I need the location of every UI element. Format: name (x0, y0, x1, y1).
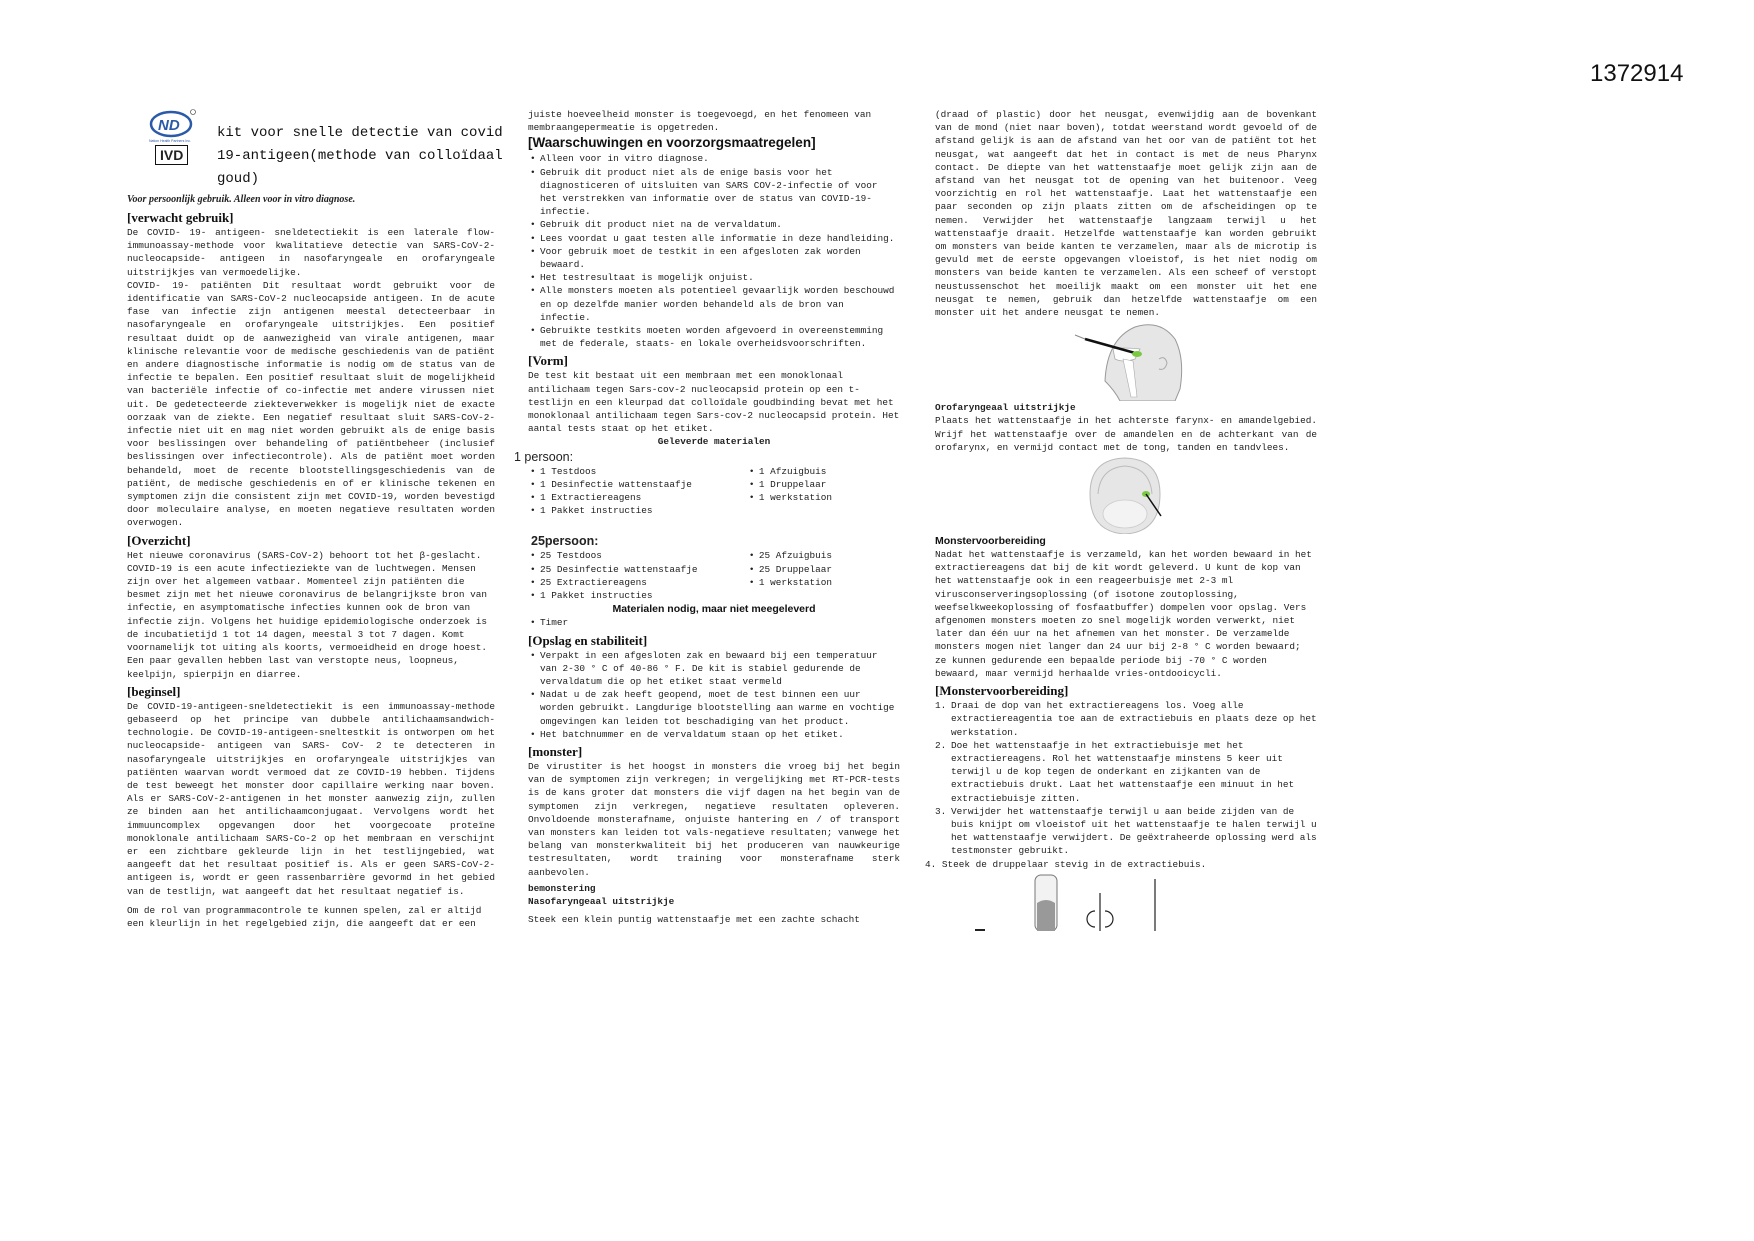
paragraph: Steek een klein puntig wattenstaafje met een zachte schacht (528, 914, 860, 926)
list-item: 3. Verwijder het wattenstaafje terwijl u aan beide zijden van de buis knijpt om vloeistof uit het wattenstaafje te halen terwijl u het wattenstaafje verwijdert. De geëxtraheerde oplossing werd als testmonster gebruikt. (935, 805, 1317, 857)
section-heading-opslag: [Opslag en stabiliteit] (528, 632, 648, 648)
paragraph: Het nieuwe coronavirus (SARS-CoV-2) behoort tot het β-geslacht. COVID-19 is een acute infectieziekte van de luchtwegen. Mensen zijn over het algemeen vatbaar. Momenteel zijn patiënten die besmet zijn met het nieuwe coronavirus de belangrijkste bron van infectie, en asymptomatische infecties kunnen ook de bron van infectie zijn. Volgens het huidige epidemiologische onderzoek is de incubatietijd 1 tot 14 dagen, meestal 3 tot 7 dagen. Komt voornamelijk tot uiting als koorts, vermoeidheid en droge hoest. Een paar gevallen hebben last van verstopte neus, loopneus, keelpijn, spierpijn en diarree. (127, 549, 488, 680)
list-item: • 25 Druppelaar (747, 563, 900, 576)
subheading-nasofaryngeaal: Nasofaryngeaal uitstrijkje (528, 895, 675, 907)
subheading-bemonstering: bemonstering (528, 882, 596, 894)
paragraph: De virustiter is het hoogst in monsters die vroeg bij het begin van de symptomen zijn verkregen; in vergelijking met RT-PCR-tests is de kans groter dat monsters die vijf dagen na het begin van de symptomen zijn verkregen, negatieve resultaten opleveren. Onvoldoende monsterafname, onjuiste hantering en / of transport van monsters kan leiden tot vals-negatieve resultaten; vanwege het belang van monsterkwaliteit bij het produceren van nauwkeurige testresultaten, wordt training voor monsterafname sterk aanbevolen. (528, 760, 900, 878)
list-item: • 1 Desinfectie wattenstaafje (528, 478, 747, 491)
logo-subtext: Nation Health Partners Inc. (149, 139, 192, 143)
step-4: 4. Steek de druppelaar stevig in de extractiebuis. (925, 858, 1207, 870)
list-item: • 1 werkstation (747, 491, 900, 504)
list-item: • Nadat u de zak heeft geopend, moet de test binnen een uur worden gebruikt. Langdurige blootstelling aan warme en vochtige omgevingen kan leiden tot beschadiging van het product. (528, 688, 900, 728)
subheading-monstervoorbereiding: Monstervoorbereiding (935, 535, 1046, 548)
subtitle: Voor persoonlijk gebruik. Alleen voor in vitro diagnose. (127, 194, 356, 205)
paragraph: De COVID-19-antigeen-sneldetectiekit is een immunoassay-methode gebaseerd op het principe van dubbele antilichaamsandwich-technologie. De COVID-19-antigeen-sneltestkit is ontworpen om het nucleocapside- antigeen van SARS- CoV- 2 te detecteren in nasofaryngeale uitstrijkjes en orofaryngeale uitstrijkjes van patiënten waarvan wordt vermoed dat ze COVID-19 hebben. Tijdens de test beweegt het monster door capillaire werking naar boven. Als er SARS-CoV-2-antigenen in het monster aanwezig zijn, zullen ze binden aan het antilichaamconjugaat. Vervolgens wordt het immuuncomplex opgevangen door het voorgecoate proteïne monoklonale antilichaam SARS-Co-2 op het membraan en verschijnt er een zichtbare gekleurde lijn in het testlijngebied, wat aangeeft dat het resultaat positief is. Als er geen SARS-CoV-2-antigeen is, wordt er geen rassenbarrière gevormd in het gebied van de testlijn, wat aangeeft dat het resultaat negatief is. (127, 700, 495, 897)
list-item: • Lees voordat u gaat testen alle informatie in deze handleiding. (528, 232, 900, 245)
list-item: • Gebruik dit product niet na de vervaldatum. (528, 218, 900, 231)
svg-text:ND: ND (158, 117, 180, 134)
ivd-label: IVD (155, 145, 188, 165)
storage-list (528, 649, 900, 741)
list-item: 1. Draai de dop van het extractiereagens los. Voeg alle extractiereagentia toe aan de extractiebuis en plaats deze op het werkstation. (935, 700, 1317, 738)
persoon-1-label: 1 persoon: (514, 449, 574, 464)
paragraph: De COVID- 19- antigeen- sneldetectiekit is een laterale flow-immunoassay-methode voor kwalitatieve detectie van SARS-CoV-2-nucleocapside- antigeen in nasofaryngeale en orofaryngeale uitstrijkjes van vermoedelijke. (127, 227, 495, 278)
list-item: • Timer (528, 616, 900, 629)
persoon-25-label: 25persoon: (531, 534, 599, 549)
list-item: • Voor gebruik moet de testkit in een afgesloten zak worden bewaard. (528, 245, 900, 271)
column-1 (127, 108, 503, 930)
section-heading-verwacht: [verwacht gebruik] (127, 210, 234, 225)
document-title: kit voor snelle detectie van covid 19-antigeen(methode van colloïdaal goud) (217, 125, 503, 187)
subheading-geleverde: Geleverde materialen (657, 436, 771, 448)
list-item: 2. Doe het wattenstaafje in het extractiebuisje met het extractiereagens. Rol het wattenstaafje minstens 5 keer uit terwijl u de kop tegen de onderkant en zijkanten van de extractiebuis drukt. Laat het wattenstaafje een minuut in het extractiebuisje zitten. (935, 739, 1295, 804)
list-item: • 1 Testdoos (528, 465, 747, 478)
list-item: • Alle monsters moeten als potentieel gevaarlijk worden beschouwd en op dezelfde manier worden behandeld als de bron van infectie. (528, 284, 900, 324)
materials-25-persoon (528, 549, 900, 602)
paragraph: Plaats het wattenstaafje in het achterste farynx- en amandelgebied. Wrijf het wattenstaafje over de amandelen en de achterkant van de orofarynx, en vermijd contact met de tong, tanden en tandvlees. (935, 415, 1317, 453)
paragraph: Om de rol van programmacontrole te kunnen spelen, zal er altijd een kleurlijn in het regelgebied zijn, die aangeeft dat er een (127, 904, 482, 929)
section-heading-vorm: [Vorm] (528, 353, 568, 369)
column-3 (925, 108, 1317, 931)
list-item: • 25 Afzuigbuis (747, 549, 900, 562)
document-number: 1372914 (1590, 60, 1684, 87)
list-item: • 1 Pakket instructies (528, 504, 747, 517)
section-heading-monstervoorbereiding: [Monstervoorbereiding] (935, 683, 1069, 699)
list-item: • 1 Afzuigbuis (747, 465, 900, 478)
column-2 (514, 108, 900, 926)
list-item: • Verpakt in een afgesloten zak en bewaard bij een temperatuur van 2-30 ° C of 40-86 ° F. De kit is stabiel gedurende de vervaldatum die op het etiket staat vermeld (528, 649, 900, 689)
dropper-tube-illustration-icon (935, 871, 1317, 931)
section-heading-waarschuwingen: [Waarschuwingen en voorzorgsmaatregelen] (528, 135, 816, 151)
materials-1-persoon (528, 465, 900, 518)
section-heading-monster: [monster] (528, 743, 583, 759)
list-item: • 1 Druppelaar (747, 478, 900, 491)
paragraph: Nadat het wattenstaafje is verzameld, kan het worden bewaard in het extractiereagens dat bij de kit wordt geleverd. U kunt de kop van het wattenstaafje ook in een reageerbuisje met 2-3 ml virusconserveringsoplossing (of isotone zoutoplossing, weefselkweekoplossing of fosfaatbuffer) dompelen voor opslag. Vers afgenomen monsters moeten zo snel mogelijk worden verwerkt, niet later dan één uur na het afnemen van het monster. De verzamelde monsters mogen niet langer dan 24 uur bij 2-8 ° C worden bewaard; ze kunnen gedurende een bepaalde periode bij -70 ° C worden bewaard, maar vermijd herhaalde vries-ontdooicycli. (935, 549, 1312, 679)
list-item: • 1 Extractiereagens (528, 491, 747, 504)
list-item: • Alleen voor in vitro diagnose. (528, 152, 900, 165)
list-item: • Gebruikte testkits moeten worden afgevoerd in overeenstemming met de federale, staats- en lokale overheidsvoorschriften. (528, 324, 900, 350)
subheading-orofaryngeaal: Orofaryngeaal uitstrijkje (935, 402, 1076, 414)
paragraph: De test kit bestaat uit een membraan met een monoklonaal antilichaam tegen Sars-cov-2 nucleocapsid protein op een t-testlijn en een kleurpad dat colloïdale goudbinding bevat met het monoklonaal antilichaam tegen Sars-cov-2 nucleocapsid protein. Het aantal tests staat op het etiket. (528, 370, 900, 435)
list-item: • 1 Pakket instructies (528, 589, 747, 602)
document-header (127, 108, 503, 192)
list-item: • Het batchnummer en de vervaldatum staan op het etiket. (528, 728, 900, 741)
subheading-nodig: Materialen nodig, maar niet meegeleverd (612, 603, 816, 616)
nasal-swab-illustration-icon (935, 319, 1317, 401)
preparation-steps (935, 699, 1317, 857)
paragraph: COVID- 19- patiënten Dit resultaat wordt gebruikt voor de identificatie van SARS-CoV-2 nucleocapside antigeen. In de acute fase van infectie zijn antigenen meestal detecteerbaar in nasofaryngeale en orofaryngeale uitstrijkjes. Een positief resultaat duidt op de aanwezigheid van virale antigenen, maar klinische relevantie voor de medische geschiedenis van de patiënt en andere diagnostische informatie is nodig om de status van de infectie te bepalen. Een positief resultaat sluit de mogelijkheid van bacteriële infectie of co-infectie met andere virussen niet uit. De gedetecteerde ziekteverwekker is mogelijk niet de exacte oorzaak van de ziekte. Een negatief resultaat sluit SARS-CoV-2-infectie niet uit en mag niet worden gebruikt als de enige basis voor beslissingen over behandeling of patiëntbeheer (inclusief beslissingen over infectiecontrole). Als de patiënt moet worden behandeld, moet de recente blootstellingsgeschiedenis van de patiënt, de medische geschiedenis en of er klinische tekenen en symptomen zijn die consistent zijn met COVID-19, worden bevestigd door moleculaire analyse, en moeten negatieve resultaten worden overwogen. (127, 279, 495, 529)
paragraph: juiste hoeveelheid monster is toegevoegd, en het fenomeen van membraangepermeatie is opgetreden. (528, 109, 872, 134)
list-item: • 25 Testdoos (528, 549, 747, 562)
list-item: • Gebruik dit product niet als de enige basis voor het diagnosticeren of uitsluiten van SARS COV-2-infectie of voor het verstrekken van informatie over de status van COVID-19-infectie. (528, 166, 900, 219)
section-heading-beginsel: [beginsel] (127, 683, 181, 699)
section-heading-overzicht: [Overzicht] (127, 532, 191, 548)
warnings-list (528, 152, 900, 350)
list-item: • Het testresultaat is mogelijk onjuist. (528, 271, 900, 284)
list-item: • 25 Desinfectie wattenstaafje (528, 563, 747, 576)
list-item: • 25 Extractiereagens (528, 576, 747, 589)
list-item: • 1 werkstation (747, 576, 900, 589)
paragraph: (draad of plastic) door het neusgat, evenwijdig aan de bovenkant van de mond (niet naar boven), totdat weerstand wordt gevoeld of de afstand gelijk is aan de afstand van het oor van de patiënt tot het neusgat, wat aangeeft dat het in contact is met de neus Pharynx contact. De diepte van het wattenstaafje moet gelijk zijn aan de afstand van het neusgat tot de opening van het buitenoor. Veeg voorzichtig en rol het wattenstaafje. Laat het wattenstaafje een paar seconden op zijn plaats zitten om de afscheidingen op te nemen. Verwijder het wattenstaafje langzaam terwijl u het wattenstaafje draait. Hetzelfde wattenstaafje kan worden gebruikt om monsters van beide kanten te verzamelen, maar als de microtip is gevuld met de eerste opgevangen vloeistof, is het niet nodig om monsters van beide kanten te verzamelen. Als een scheef of verstopt neustussenschot het moeilijk maakt om een monster uit het ene neusgat te nemen, gebruik dan hetzelfde wattenstaafje om een monster uit het andere neusgat te nemen. (935, 109, 1317, 319)
throat-swab-illustration-icon (935, 454, 1317, 534)
